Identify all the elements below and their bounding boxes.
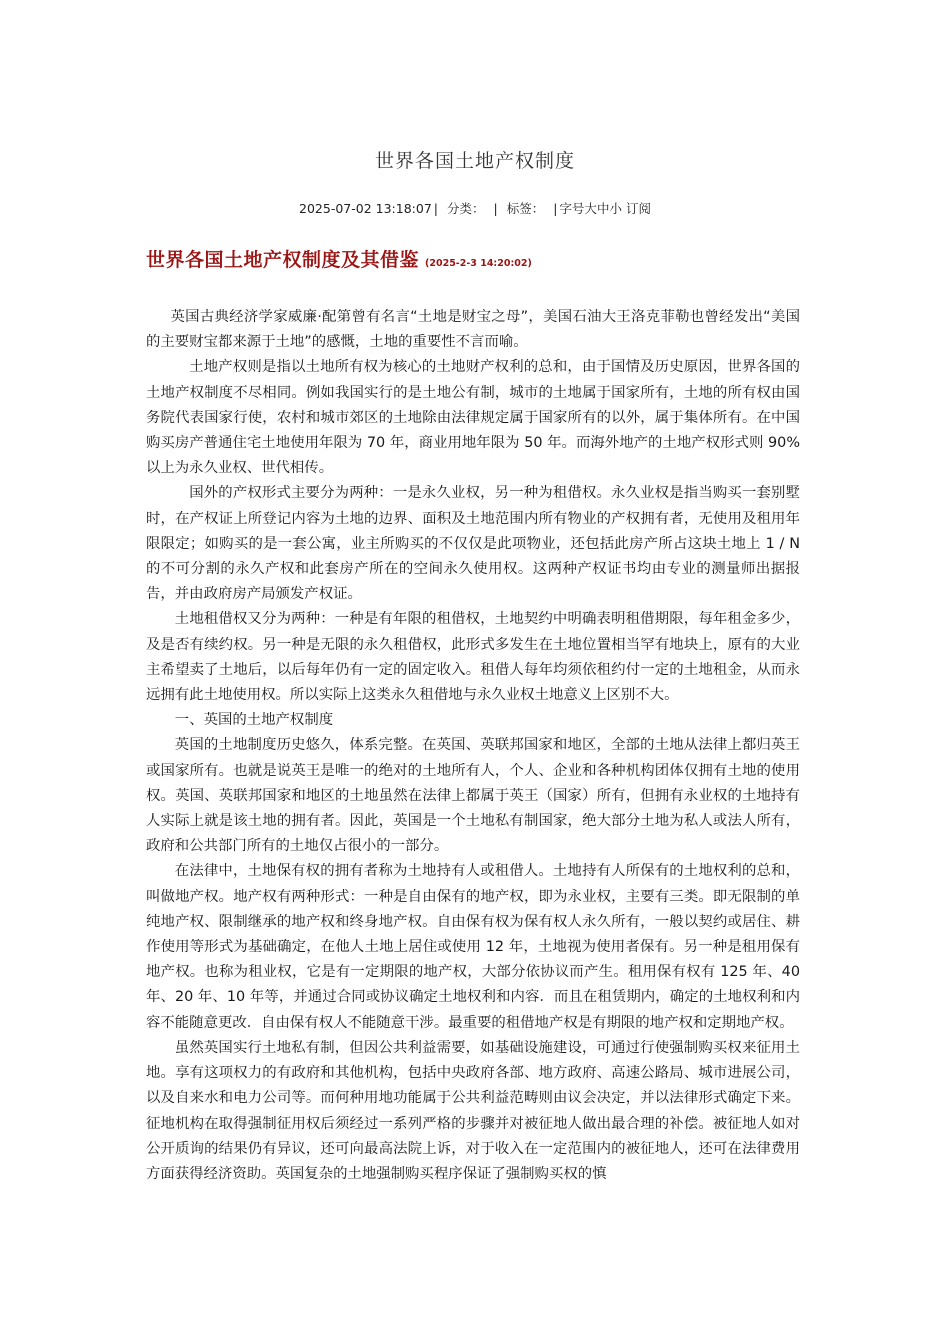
paragraph: 英国古典经济学家威廉·配第曾有名言“土地是财宝之母”，美国石油大王洛克菲勒也曾经发出“美国的主要财宝都来源于土地”的感慨，土地的重要性不言而喻。: [146, 309, 800, 351]
post-meta-bar: [0, 199, 950, 217]
article-date: (2025-2-3 14:20:02): [425, 258, 532, 269]
paragraph: 在法律中，土地保有权的拥有者称为土地持有人或租借人。土地持有人所保有的土地权利的总和，叫做地产权。地产权有两种形式：一种是自由保有的地产权，即为永业权，主要有三类。即无限制的单纯地产权、限制继承的地产权和终身地产权。自由保有权为保有权人永久所有，一般以契约或居住、耕作使用等形式为基础确定，在他人土地上居住或使用 12 年，土地视为使用者保有。另一种是租用保有地产权。也称为租业权，它是有一定期限的地产权，大部分依协议而产生。租用保有权有 125 年、40 年、20 年、10 年等，并通过合同或协议确定土地权利和内容．而且在租赁期内，确定的土地权利和内容不能随意更改．自由保有权人不能随意干涉。最重要的租借地产权是有期限的地产权和定期地产权。: [146, 863, 800, 1031]
paragraph: 国外的产权形式主要分为两种：一是永久业权，另一种为租借权。永久业权是指当购买一套别墅时，在产权证上所登记内容为土地的边界、面积及土地范围内所有物业的产权拥有者，无使用及租用年限限定；如购买的是一套公寓，业主所购买的不仅仅是此项物业，还包括此房产所占这块土地上 1 / N 的不可分割的永久产权和此套房产所在的空间永久使用权。这两种产权证书均由专业的测量师出据报告，并由政府房产局颁发产权证。: [146, 485, 800, 603]
article-header: [146, 245, 532, 272]
section-heading: 一、英国的土地产权制度: [174, 712, 334, 729]
tags-label: 标签：: [506, 201, 545, 216]
meta-separator: |: [553, 201, 558, 216]
meta-separator: |: [433, 201, 438, 216]
article-body: [146, 305, 800, 1187]
category-label: 分类：: [446, 201, 485, 216]
paragraph: 虽然英国实行土地私有制，但因公共利益需要，如基础设施建设，可通过行使强制购买权来征用土地。享有这项权力的有政府和其他机构，包括中央政府各部、地方政府、高速公路局、城市进展公司，以及自来水和电力公司等。而何种用地功能属于公共利益范畴则由议会决定，并以法律形式确定下来。征地机构在取得强制征用权后须经过一系列严格的步骤并对被征地人做出最合理的补偿。被征地人如对公开质询的结果仍有异议，还可向最高法院上诉，对于收入在一定范围内的被征地人，还可在法律费用方面获得经济资助。英国复杂的土地强制购买程序保证了强制购买权的慎: [146, 1039, 800, 1182]
meta-separator: |: [493, 201, 498, 216]
paragraph: 土地租借权又分为两种：一种是有年限的租借权，土地契约中明确表明租借期限，每年租金多少，及是否有续约权。另一种是无限的永久租借权，此形式多发生在土地位置相当罕有地块上，原有的大业主希望卖了土地后，以后每年仍有一定的固定收入。租借人每年均须依租约付一定的土地租金，从而永远拥有此土地使用权。所以实际上这类永久租借地与永久业权土地意义上区别不大。: [146, 611, 800, 704]
font-large-link[interactable]: 大: [584, 201, 597, 216]
paragraph: 英国的土地制度历史悠久，体系完整。在英国、英联邦国家和地区，全部的土地从法律上都归英王或国家所有。也就是说英王是唯一的绝对的土地所有人，个人、企业和各种机构团体仅拥有土地的使用权。英国、英联邦国家和地区的土地虽然在法律上都属于英王（国家）所有，但拥有永业权的土地持有人实际上就是该土地的拥有者。因此，英国是一个土地私有制国家，绝大部分土地为私人或法人所有，政府和公共部门所有的土地仅占很小的一部分。: [146, 737, 800, 855]
font-small-link[interactable]: 小: [609, 201, 622, 216]
article-title: 世界各国土地产权制度及其借鉴: [146, 249, 420, 271]
font-size-label: 字号: [559, 201, 585, 216]
post-datetime: 2025-07-02 13:18:07: [299, 201, 432, 216]
subscribe-link[interactable]: 订阅: [625, 201, 651, 216]
paragraph: 土地产权则是指以土地所有权为核心的土地财产权利的总和，由于国情及历史原因，世界各国的土地产权制度不尽相同。例如我国实行的是土地公有制，城市的土地属于国家所有，土地的所有权由国务院代表国家行使，农村和城市郊区的土地除由法律规定属于国家所有的以外，属于集体所有。在中国购买房产普通住宅土地使用年限为 70 年，商业用地年限为 50 年。而海外地产的土地产权形式则 90%以上为永久业权、世代相传。: [146, 359, 800, 477]
font-medium-link[interactable]: 中: [596, 201, 610, 216]
page-title: 世界各国土地产权制度: [374, 150, 575, 172]
